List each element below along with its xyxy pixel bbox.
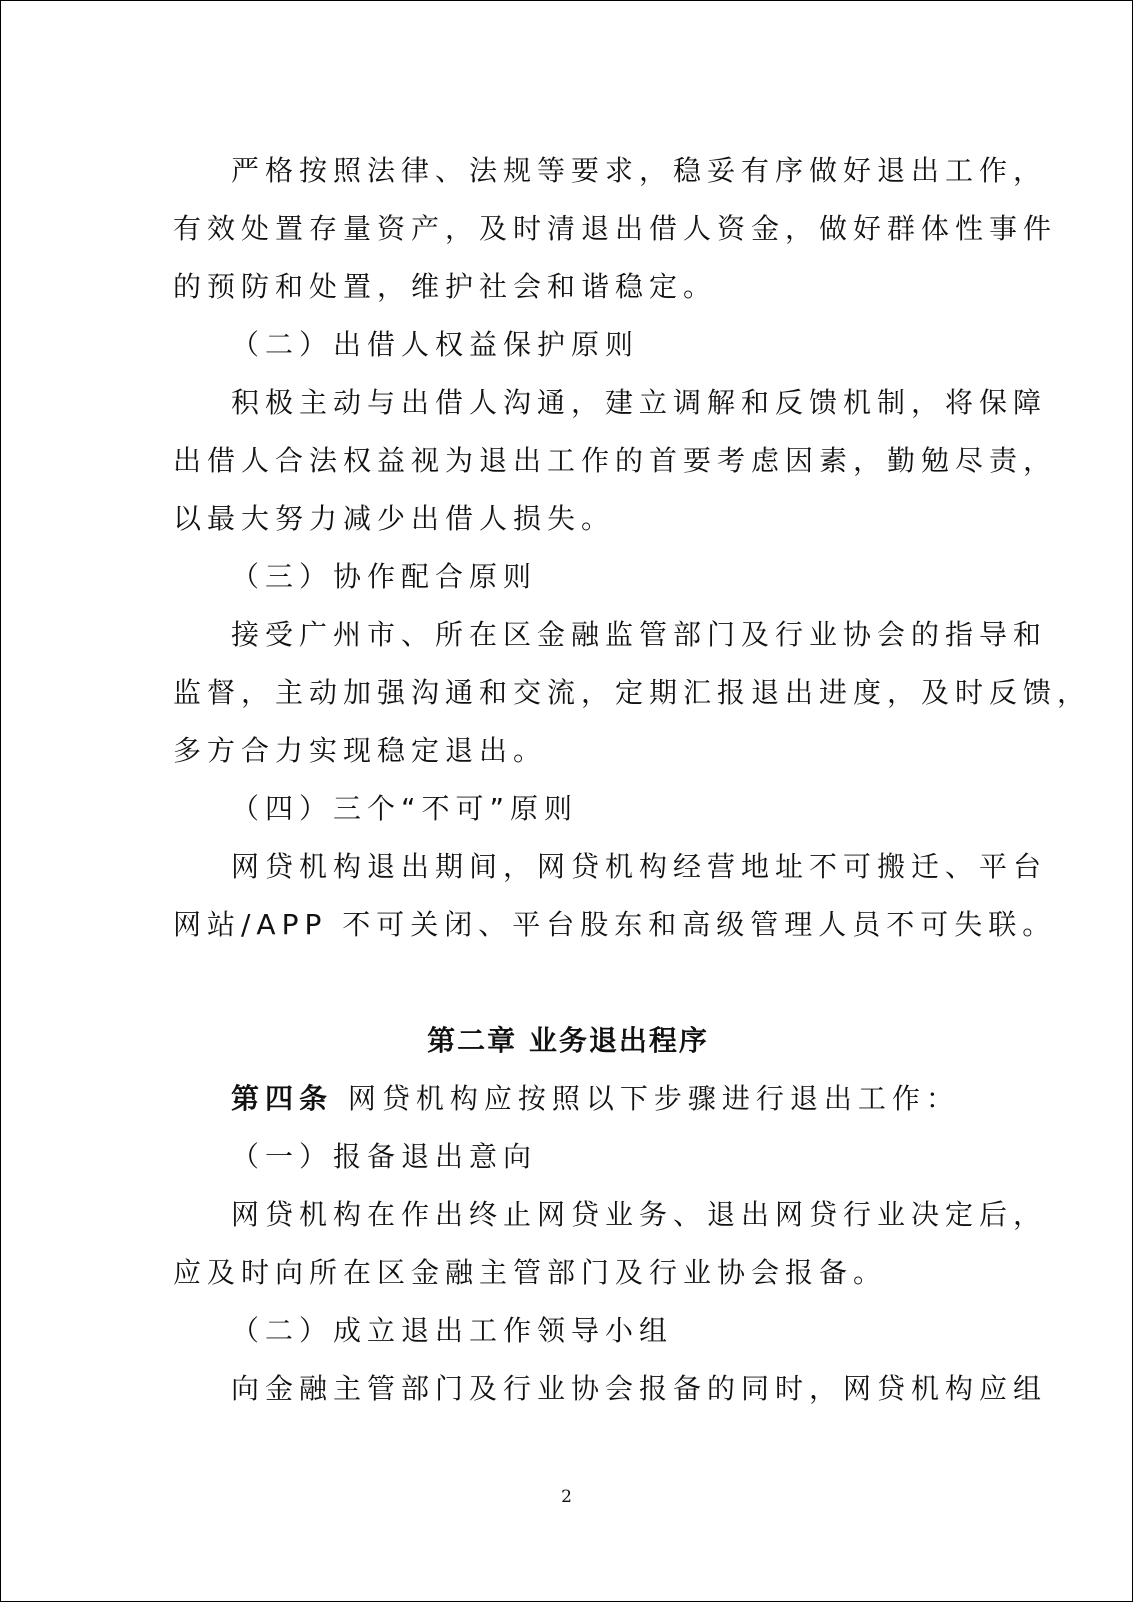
- page-number: 2: [561, 1487, 572, 1507]
- paragraph-line: 严格按照法律、法规等要求，稳妥有序做好退出工作，: [231, 154, 1048, 187]
- paragraph-line: 多方合力实现稳定退出。: [173, 734, 548, 767]
- paragraph-line: 网贷机构退出期间，网贷机构经营地址不可搬迁、平台: [231, 850, 1048, 883]
- paragraph-line: 出借人合法权益视为退出工作的首要考虑因素，勤勉尽责，: [173, 444, 1058, 477]
- section-heading: （二）出借人权益保护原则: [231, 328, 640, 361]
- document-body: [173, 142, 1092, 1418]
- paragraph-line: 应及时向所在区金融主管部门及行业协会报备。: [173, 1256, 888, 1289]
- paragraph-line: 网站/APP 不可关闭、平台股东和高级管理人员不可失联。: [173, 908, 1057, 941]
- blank-line: [173, 954, 963, 1012]
- chapter-title: 第二章 业务退出程序: [427, 1024, 709, 1057]
- article-label: 第四条: [231, 1082, 334, 1115]
- article-text: 网贷机构应按照以下步骤进行退出工作：: [333, 1082, 960, 1115]
- paragraph-line: 接受广州市、所在区金融监管部门及行业协会的指导和: [231, 618, 1048, 651]
- paragraph-line: 的预防和处置，维护社会和谐稳定。: [173, 270, 718, 303]
- paragraph-line: 网贷机构在作出终止网贷业务、退出网贷行业决定后，: [231, 1198, 1048, 1231]
- paragraph-line: 积极主动与出借人沟通，建立调解和反馈机制，将保障: [231, 386, 1048, 419]
- paragraph-line: 向金融主管部门及行业协会报备的同时，网贷机构应组: [231, 1372, 1048, 1405]
- section-heading: （一）报备退出意向: [231, 1140, 538, 1173]
- paragraph-line: 以最大努力减少出借人损失。: [173, 502, 616, 535]
- paragraph-line: 监督，主动加强沟通和交流，定期汇报退出进度，及时反馈，: [173, 676, 1092, 709]
- section-heading: （三）协作配合原则: [231, 560, 538, 593]
- section-heading: （二）成立退出工作领导小组: [231, 1314, 674, 1347]
- paragraph-line: 有效处置存量资产，及时清退出借人资金，做好群体性事件: [173, 212, 1058, 245]
- article-line: [173, 1070, 963, 1128]
- section-heading: （四）三个“不可”原则: [231, 792, 579, 825]
